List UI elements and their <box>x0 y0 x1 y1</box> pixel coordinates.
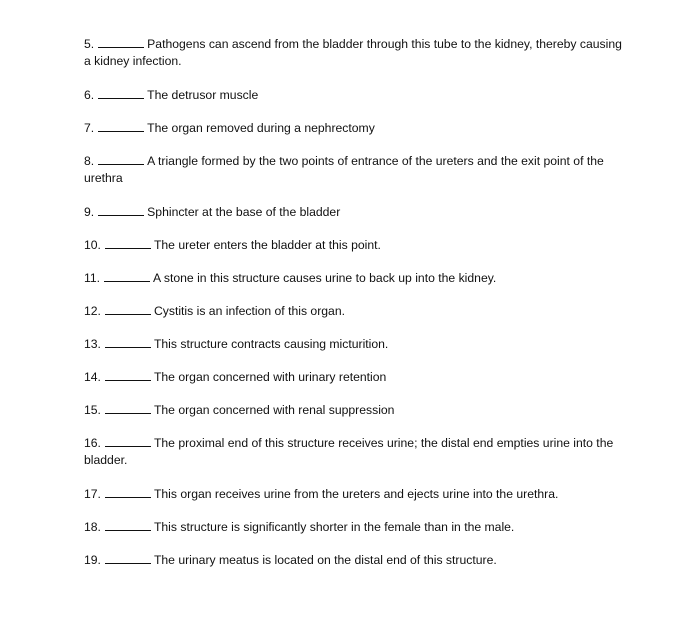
question-number: 11. <box>84 271 101 285</box>
question-text: This organ receives urine from the ureters and ejects urine into the urethra. <box>153 487 559 501</box>
question-number: 8. <box>84 154 95 168</box>
question-number: 7. <box>84 121 95 135</box>
answer-blank[interactable] <box>105 403 151 414</box>
answer-blank[interactable] <box>105 436 151 447</box>
answer-blank[interactable] <box>105 337 151 348</box>
question-16 <box>84 435 624 469</box>
question-12 <box>84 303 624 320</box>
question-number: 12. <box>84 304 101 318</box>
answer-blank[interactable] <box>105 238 151 249</box>
question-text: Sphincter at the base of the bladder <box>147 205 341 219</box>
question-text: The detrusor muscle <box>147 88 259 102</box>
question-14 <box>84 369 624 386</box>
answer-blank[interactable] <box>98 121 144 132</box>
question-text: This structure contracts causing micturition. <box>153 337 389 351</box>
question-text: A triangle formed by the two points of entrance of the ureters and the exit point of the urethra <box>84 154 604 185</box>
answer-blank[interactable] <box>98 205 144 216</box>
question-13 <box>84 336 624 353</box>
worksheet <box>84 36 624 585</box>
question-8 <box>84 153 624 187</box>
question-6 <box>84 87 624 104</box>
question-11 <box>84 270 624 287</box>
question-number: 9. <box>84 205 95 219</box>
question-10 <box>84 237 624 254</box>
question-15 <box>84 402 624 419</box>
question-number: 5. <box>84 37 95 51</box>
answer-blank[interactable] <box>105 520 151 531</box>
question-number: 15. <box>84 403 101 417</box>
answer-blank[interactable] <box>98 154 144 165</box>
question-text: The proximal end of this structure receives urine; the distal end empties urine into the bladder. <box>84 436 614 467</box>
question-18 <box>84 519 624 536</box>
answer-blank[interactable] <box>104 271 150 282</box>
question-text: The ureter enters the bladder at this point. <box>153 238 381 252</box>
question-text: Cystitis is an infection of this organ. <box>153 304 345 318</box>
answer-blank[interactable] <box>98 37 144 48</box>
question-number: 19. <box>84 553 101 567</box>
question-text: A stone in this structure causes urine to back up into the kidney. <box>153 271 497 285</box>
question-number: 16. <box>84 436 101 450</box>
answer-blank[interactable] <box>105 487 151 498</box>
question-number: 6. <box>84 88 95 102</box>
question-9 <box>84 204 624 221</box>
answer-blank[interactable] <box>105 553 151 564</box>
question-text: The urinary meatus is located on the distal end of this structure. <box>153 553 497 567</box>
question-text: The organ concerned with renal suppression <box>153 403 395 417</box>
answer-blank[interactable] <box>105 370 151 381</box>
question-number: 10. <box>84 238 101 252</box>
question-7 <box>84 120 624 137</box>
question-text: The organ concerned with urinary retention <box>153 370 387 384</box>
answer-blank[interactable] <box>105 304 151 315</box>
question-number: 13. <box>84 337 101 351</box>
question-19 <box>84 552 624 569</box>
question-text: This structure is significantly shorter in the female than in the male. <box>153 520 515 534</box>
question-number: 17. <box>84 487 101 501</box>
question-number: 14. <box>84 370 101 384</box>
question-5 <box>84 36 624 70</box>
question-17 <box>84 486 624 503</box>
answer-blank[interactable] <box>98 88 144 99</box>
question-text: The organ removed during a nephrectomy <box>147 121 375 135</box>
question-text: Pathogens can ascend from the bladder through this tube to the kidney, thereby causing a kidney infection. <box>84 37 622 68</box>
question-number: 18. <box>84 520 101 534</box>
